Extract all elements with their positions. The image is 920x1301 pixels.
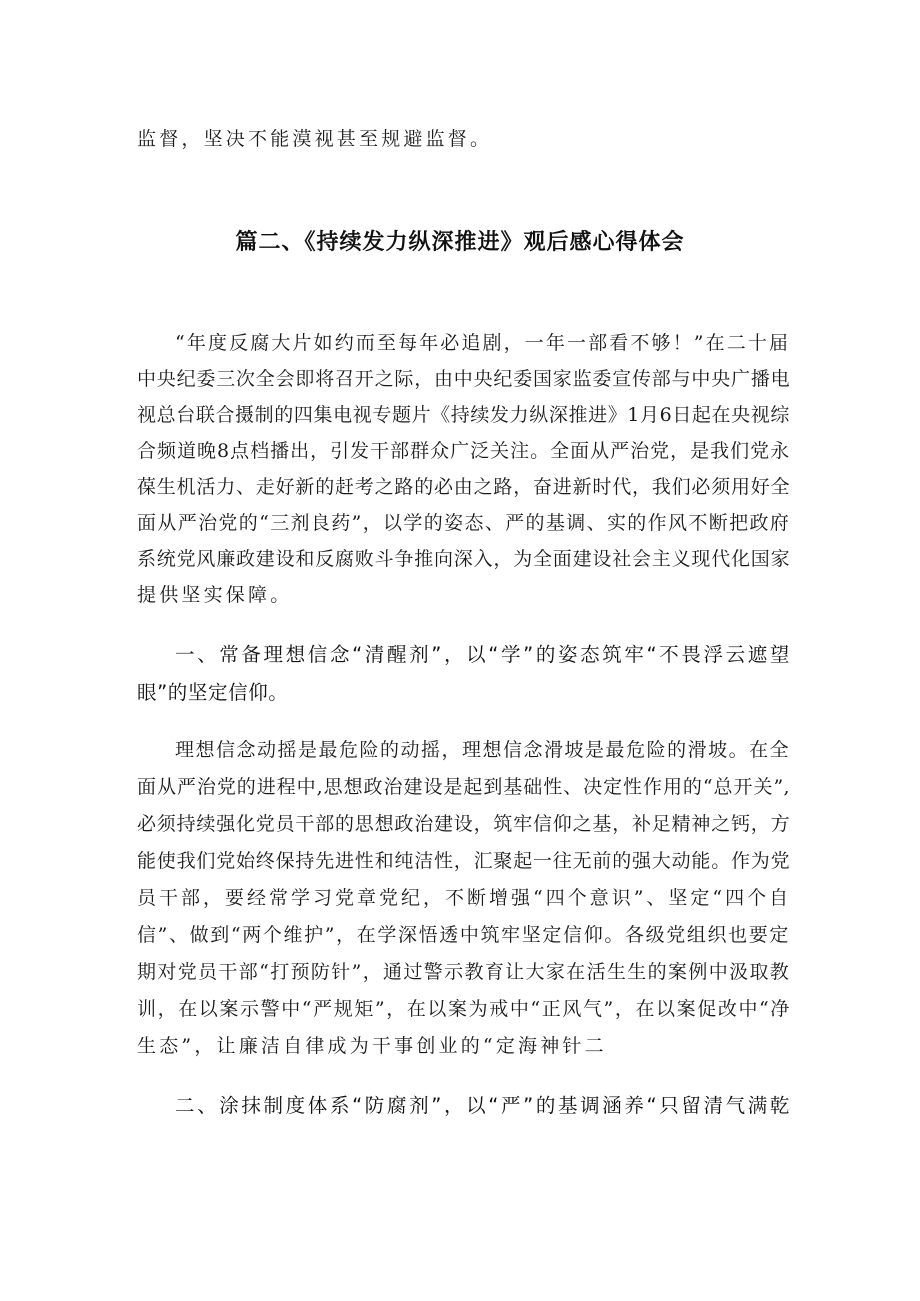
paragraph-line: 必须持续强化党员干部的思想政治建设，筑牢信仰之基，补足精神之钙，方 bbox=[137, 813, 791, 835]
paragraph-line: 信”、做到“两个维护”，在学深悟透中筑牢坚定信仰。各级党组织也要定 bbox=[137, 924, 790, 946]
paragraph-line: 面从严治党的“三剂良药”，以学的姿态、严的基调、实的作风不断把政府 bbox=[137, 512, 790, 534]
paragraph-line: 系统党风廉政建设和反腐败斗争推向深入，为全面建设社会主义现代化国家 bbox=[137, 548, 791, 570]
subheading-line: 二、涂抹制度体系“防腐剂”，以“严”的基调涵养“只留清气满乾 bbox=[175, 1094, 790, 1117]
paragraph-line: 期对党员干部“打预防针”，通过警示教育让大家在活生生的案例中汲取教 bbox=[137, 961, 790, 983]
section-title: 篇二、《持续发力纵深推进》观后感心得体会 bbox=[235, 230, 685, 255]
paragraph-line: 提供坚实保障。 bbox=[137, 584, 293, 606]
paragraph-line: 中央纪委三次全会即将召开之际，由中央纪委国家监委宣传部与中央广播电 bbox=[137, 368, 791, 390]
paragraph-line: 面从严治党的进程中,思想政治建设是起到基础性、决定性作用的“总开关”, bbox=[137, 776, 790, 798]
subheading-line: 眼”的坚定信仰。 bbox=[137, 681, 289, 704]
paragraph-line: 葆生机活力、走好新的赶考之路的必由之路，奋进新时代，我们必须用好全 bbox=[137, 476, 791, 498]
paragraph-line: 能使我们党始终保持先进性和纯洁性，汇聚起一往无前的强大动能。作为党 bbox=[137, 850, 791, 872]
paragraph-line: “年度反腐大片如约而至每年必追剧，一年一部看不够！”在二十届 bbox=[175, 332, 790, 354]
paragraph-line: 员干部，要经常学习党章党纪，不断增强“四个意识”、坚定“四个自 bbox=[137, 887, 792, 909]
paragraph-line: 生态”，让廉洁自律成为干事创业的“定海神针二 bbox=[137, 1035, 607, 1057]
carryover-line: 监督，坚决不能漠视甚至规避监督。 bbox=[137, 128, 493, 150]
paragraph-line: 理想信念动摇是最危险的动摇，理想信念滑坡是最危险的滑坡。在全 bbox=[175, 739, 790, 761]
paragraph-line: 合频道晚8点档播出，引发干部群众广泛关注。全面从严治党，是我们党永 bbox=[137, 440, 791, 462]
paragraph-line: 视总台联合摄制的四集电视专题片《持续发力纵深推进》1月6日起在央视综 bbox=[137, 404, 790, 426]
subheading-line: 一、常备理想信念“清醒剂”，以“学”的姿态筑牢“不畏浮云遮望 bbox=[175, 643, 790, 666]
paragraph-line: 训，在以案示警中“严规矩”，在以案为戒中“正风气”，在以案促改中“净 bbox=[137, 998, 791, 1020]
